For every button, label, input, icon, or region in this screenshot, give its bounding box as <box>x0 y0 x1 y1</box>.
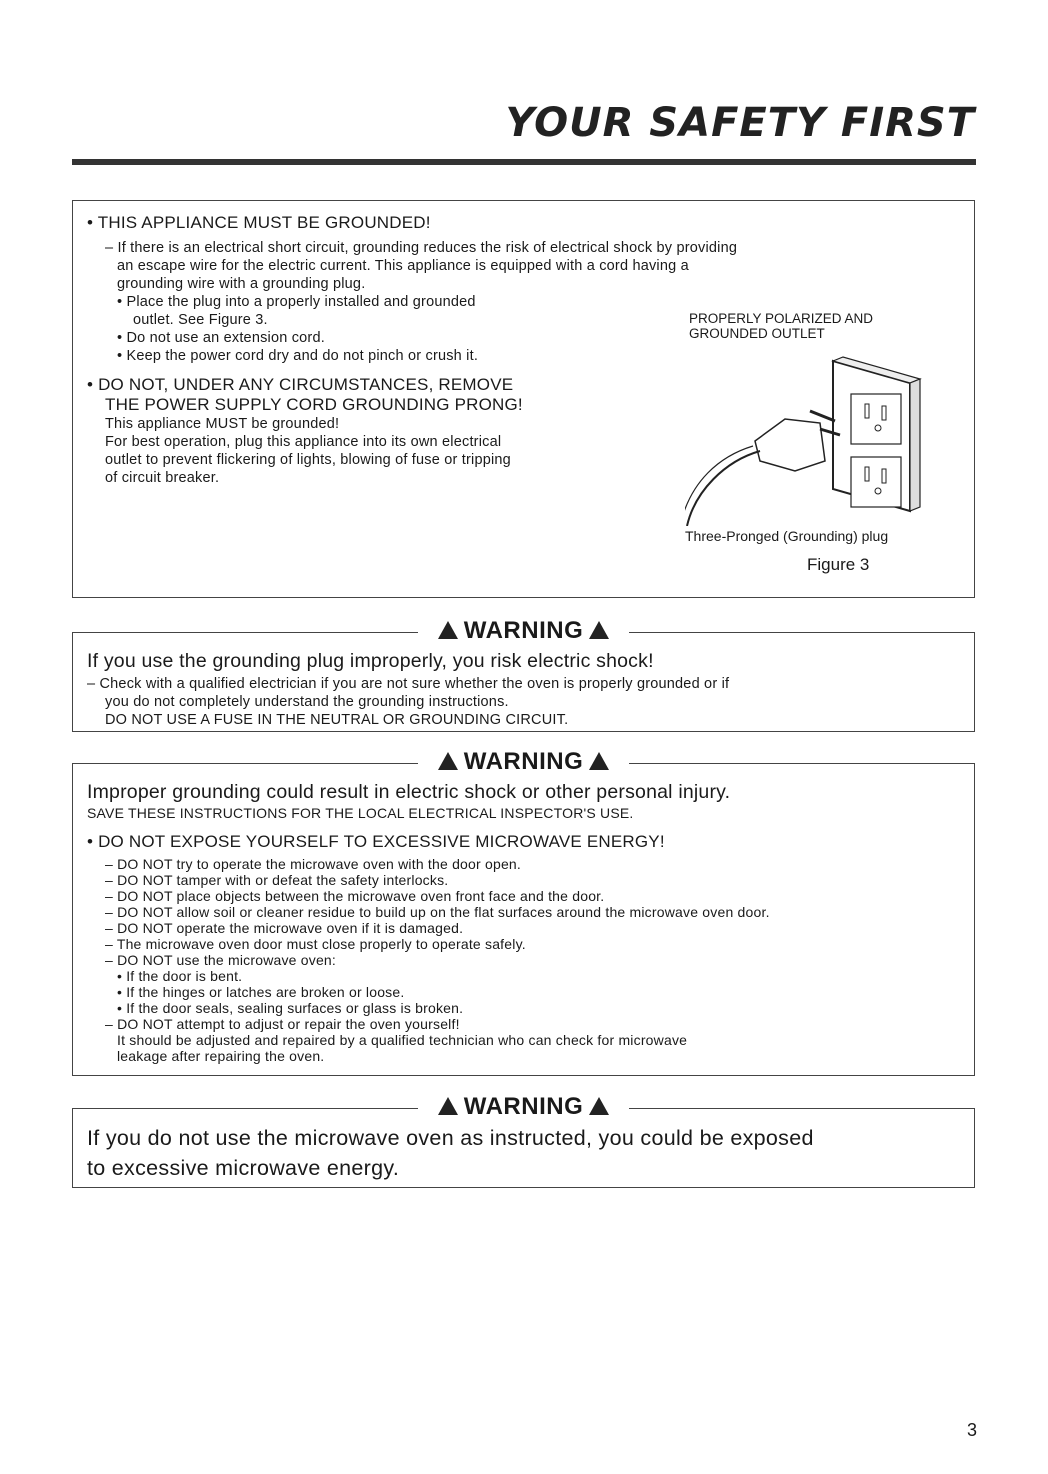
bullet-item: • Place the plug into a properly installed and grounded <box>117 294 476 310</box>
warning-triangle-icon <box>438 621 458 639</box>
list-item: – The microwave oven door must close properly to operate safely. <box>105 936 526 952</box>
page-number: 3 <box>967 1420 978 1440</box>
caption-line: PROPERLY POLARIZED AND <box>689 311 874 326</box>
list-item: – DO NOT place objects between the microwave oven front face and the door. <box>105 888 605 904</box>
sub-item: • If the hinges or latches are broken or loose. <box>117 984 405 1000</box>
list-item: – DO NOT operate the microwave oven if it is damaged. <box>105 920 464 936</box>
prong-heading: THE POWER SUPPLY CORD GROUNDING PRONG! <box>105 395 523 414</box>
save-instructions: SAVE THESE INSTRUCTIONS FOR THE LOCAL ELECTRICAL INSPECTOR'S USE. <box>87 805 634 821</box>
warning-label: WARNING <box>463 748 584 775</box>
figure-caption-plug: Three-Pronged (Grounding) plug <box>685 528 889 544</box>
warning-text: – Check with a qualified electrician if you are not sure whether the oven is properly grounded or if <box>87 676 730 692</box>
list-item: – DO NOT try to operate the microwave oven with the door open. <box>105 856 522 872</box>
list-item: – DO NOT allow soil or cleaner residue to build up on the flat surfaces around the microwave oven door. <box>105 904 770 920</box>
warning-triangle-icon <box>589 621 609 639</box>
title-rule <box>72 159 976 165</box>
warning-headline: to excessive microwave energy. <box>87 1156 400 1180</box>
prong-text: of circuit breaker. <box>105 470 220 486</box>
grounding-text: – If there is an electrical short circuit, grounding reduces the risk of electrical shock by providing <box>105 240 738 256</box>
sub-item: • If the door seals, sealing surfaces or glass is broken. <box>117 1000 464 1016</box>
bullet-item: outlet. See Figure 3. <box>133 312 268 328</box>
repair-text: It should be adjusted and repaired by a qualified technician who can check for microwave <box>117 1032 688 1048</box>
list-item: – DO NOT use the microwave oven: <box>105 952 337 968</box>
caption-line: GROUNDED OUTLET <box>689 326 825 341</box>
grounding-text: grounding wire with a grounding plug. <box>117 276 366 292</box>
warning-triangle-icon <box>438 1097 458 1115</box>
plug-outlet-illustration <box>685 311 975 526</box>
warning-heading <box>73 1092 974 1125</box>
figure-3 <box>685 311 975 591</box>
grounding-heading: • THIS APPLIANCE MUST BE GROUNDED! <box>87 213 431 232</box>
page-title: YOUR SAFETY FIRST <box>505 100 975 146</box>
prong-text: outlet to prevent flickering of lights, blowing of fuse or tripping <box>105 452 511 468</box>
prong-text: This appliance MUST be grounded! <box>105 416 340 432</box>
grounding-section <box>72 200 975 598</box>
warning-headline: If you use the grounding plug improperly, you risk electric shock! <box>87 650 654 672</box>
warning-headline: If you do not use the microwave oven as instructed, you could be exposed <box>87 1126 814 1150</box>
warning-box-3 <box>72 1093 975 1188</box>
microwave-heading: • DO NOT EXPOSE YOURSELF TO EXCESSIVE MICROWAVE ENERGY! <box>87 832 665 851</box>
prong-text: For best operation, plug this appliance into its own electrical <box>105 434 502 450</box>
figure-label: Figure 3 <box>807 555 870 574</box>
sub-item: • If the door is bent. <box>117 968 243 984</box>
bullet-item: • Do not use an extension cord. <box>117 330 325 346</box>
warning-label: WARNING <box>463 1093 584 1120</box>
warning-text: DO NOT USE A FUSE IN THE NEUTRAL OR GROUNDING CIRCUIT. <box>105 712 569 728</box>
warning-triangle-icon <box>589 1097 609 1115</box>
warning-heading <box>73 616 974 649</box>
bullet-item: • Keep the power cord dry and do not pinch or crush it. <box>117 348 479 364</box>
list-item: – DO NOT attempt to adjust or repair the oven yourself! <box>105 1016 460 1032</box>
repair-text: leakage after repairing the oven. <box>117 1048 325 1064</box>
warning-text: you do not completely understand the grounding instructions. <box>105 694 509 710</box>
prong-heading: • DO NOT, UNDER ANY CIRCUMSTANCES, REMOVE <box>87 375 514 394</box>
list-item: – DO NOT tamper with or defeat the safety interlocks. <box>105 872 449 888</box>
warning-heading <box>73 747 974 780</box>
grounding-text: an escape wire for the electric current. This appliance is equipped with a cord having a <box>117 258 689 274</box>
warning-label: WARNING <box>463 617 584 644</box>
warning-headline: Improper grounding could result in electric shock or other personal injury. <box>87 781 731 803</box>
warning-box-1 <box>72 617 975 732</box>
warning-triangle-icon <box>589 752 609 770</box>
warning-triangle-icon <box>438 752 458 770</box>
warning-box-2 <box>72 748 975 1076</box>
